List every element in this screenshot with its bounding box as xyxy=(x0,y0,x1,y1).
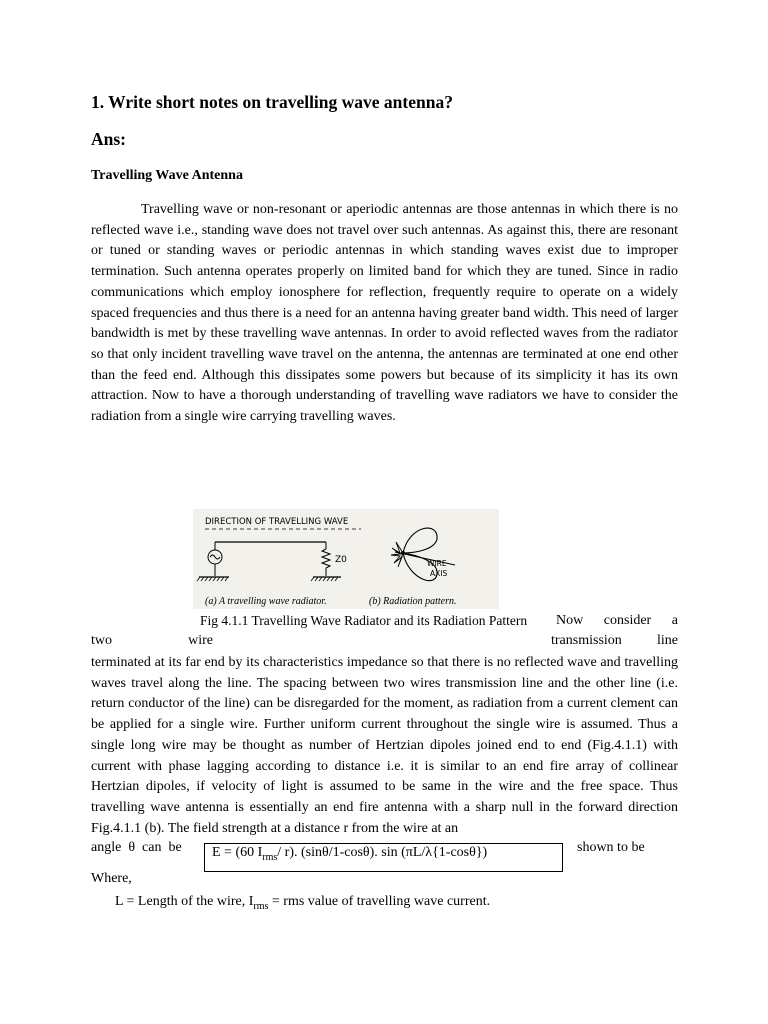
word-wire: wire xyxy=(188,633,213,648)
axis-label-wire: WIRE xyxy=(427,559,447,568)
definition-part1: L = Length of the wire, I xyxy=(115,894,254,909)
definition-part2: = rms value of travelling wave current. xyxy=(268,894,491,909)
formula-box xyxy=(204,843,563,872)
minor-lobes xyxy=(391,542,403,567)
subcaption-a: (a) A travelling wave radiator. xyxy=(205,596,327,607)
antenna-figure xyxy=(193,509,499,609)
load-resistor-icon xyxy=(322,549,330,568)
load-label: Z0 xyxy=(335,555,347,565)
definition-line xyxy=(115,894,490,912)
upper-lobe xyxy=(403,528,437,553)
subcaption-b: (b) Radiation pattern. xyxy=(369,596,457,607)
figure-title: DIRECTION OF TRAVELLING WAVE xyxy=(205,517,349,527)
question-title: 1. Write short notes on travelling wave antenna? xyxy=(91,92,453,112)
formula-part1: E = (60 I xyxy=(212,845,263,860)
paragraph-body: terminated at its far end by its characteristics impedance so that there is no reflected wave and travelling waves travel along the line. The spacing between two wires transmission line and the other line (i.e. return conductor of the line) can be disregarded for the moment, as radiation from a current clement can be applied for a single wire. Further uniform current throughout the single wire is assumed. Thus a single long wire may be thought as number of Hertzian dipoles joined end to end (Fig.4.1.1) with current with phase lagging according to distance i.e. it is similar to an end fire array of collinear Hertzian dipoles, if velocity of light is assumed to be same in the wire and the free space. Thus travelling wave antenna is essentially an end fire antenna with a sharp null in the forward direction Fig.4.1.1 (b). The field strength at a distance r from the wire at an xyxy=(91,655,678,836)
figure-caption: Fig 4.1.1 Travelling Wave Radiator and its Radiation Pattern xyxy=(200,613,528,628)
line-two-wire xyxy=(91,633,678,649)
angle-line: angle θ can be xyxy=(91,840,182,855)
word-line: line xyxy=(657,633,678,648)
paragraph-intro xyxy=(91,200,678,428)
word-a: a xyxy=(671,613,678,628)
paragraph-intro-text: Travelling wave or non-resonant or aperiodic antennas are those antennas in which there is no reflected wave i.e., standing wave does not travel over such antennas. As against this, there are resonant or tuned or standing waves or periodic antennas in which standing waves exist due to improper termination. Such antenna operates properly on limited band for which they are tuned. Since in radio communications which employ ionosphere for reflection, frequently require to operate on a widely spaced frequencies and thus there is a need for an antenna having greater band width. This need of larger bandwidth is met by these travelling wave antennas. In order to avoid reflected waves from the radiator so that only incident travelling wave travel on the antenna, the antennas are terminated at one end other than the feed end. Although this dissipates some powers but because of its simplicity it has its own attraction. Now to have a thorough understanding of travelling wave radiators we have to consider the radiation from a single wire carrying travelling waves. xyxy=(91,202,678,425)
antenna-diagram xyxy=(193,509,499,609)
formula-part2: / r). (sinθ/1-cosθ). sin (πL/λ{1-cosθ}) xyxy=(277,845,488,860)
line-now-consider xyxy=(556,613,678,629)
word-transmission: transmission xyxy=(551,633,622,648)
axis-label-axis: AXIS xyxy=(430,569,448,578)
section-heading: Travelling Wave Antenna xyxy=(91,168,243,183)
where-label: Where, xyxy=(91,871,132,886)
shown-to-be: shown to be xyxy=(577,840,645,855)
word-two: two xyxy=(91,633,112,648)
definition-sub: rms xyxy=(253,900,269,912)
word-consider: consider xyxy=(603,613,652,628)
formula-sub: rms xyxy=(262,851,278,863)
word-now: Now xyxy=(556,613,584,628)
answer-label: Ans: xyxy=(91,129,127,149)
